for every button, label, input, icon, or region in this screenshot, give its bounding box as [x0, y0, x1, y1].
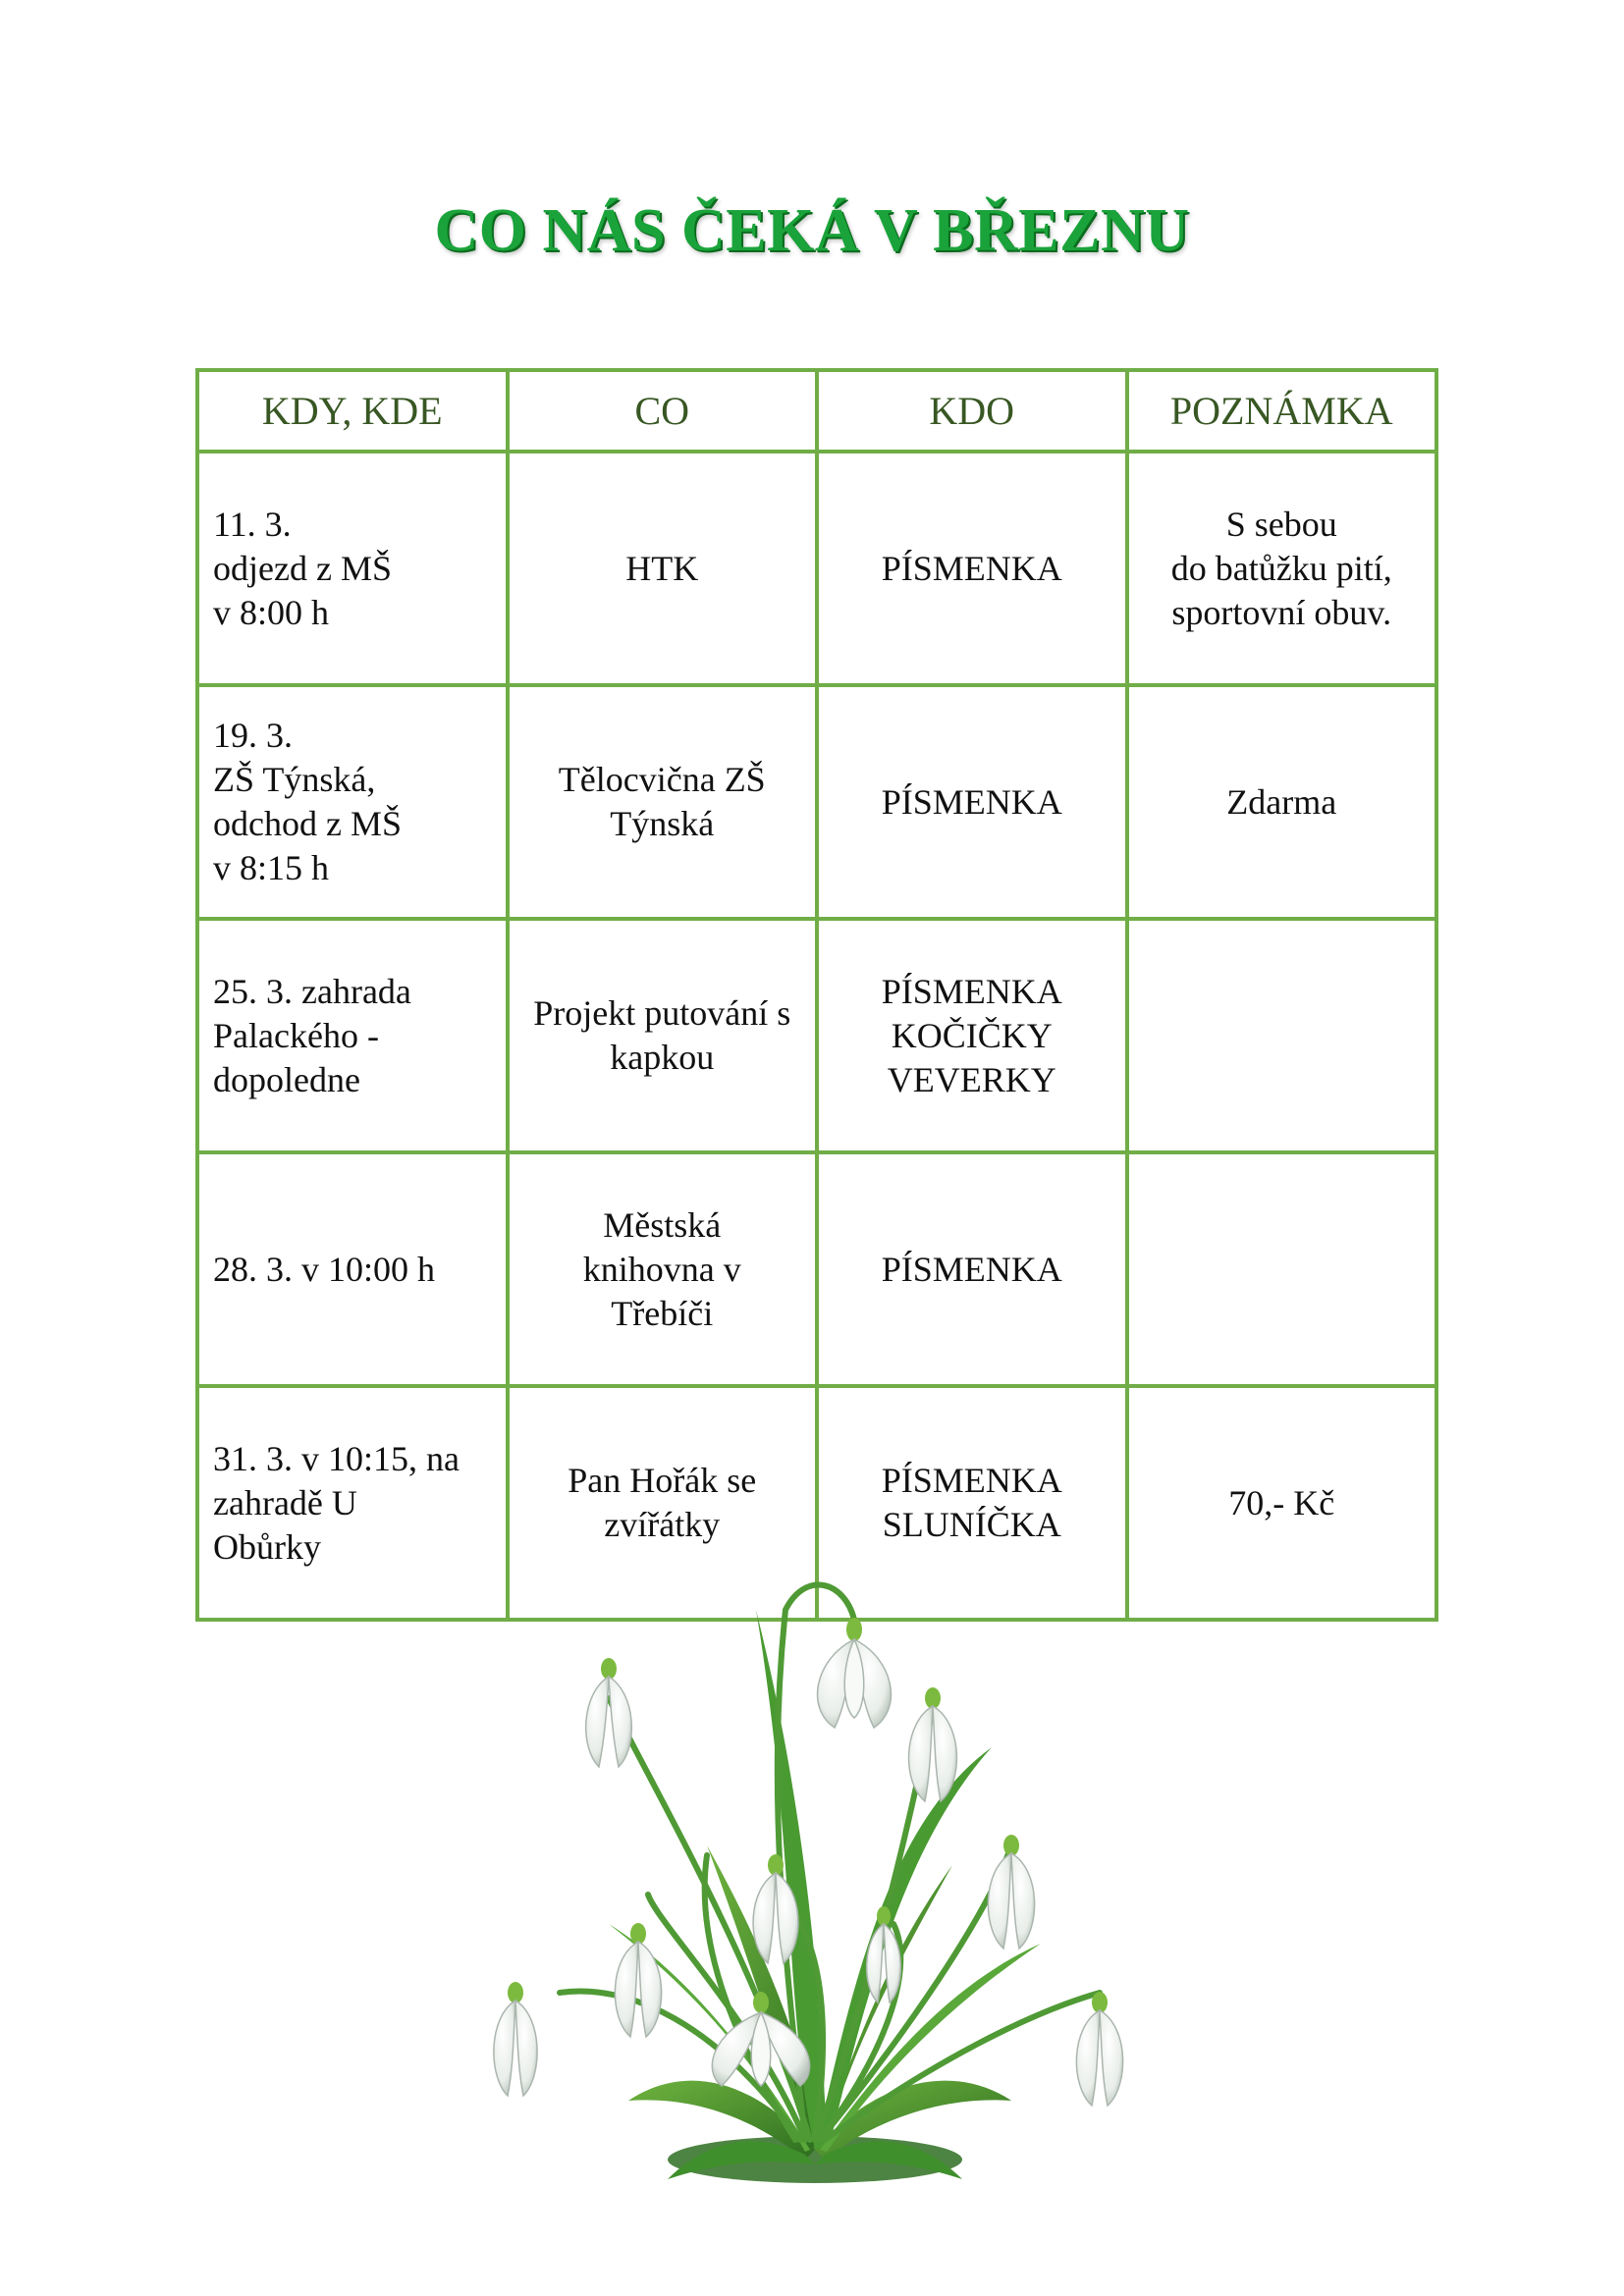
cell-line: zvířátky: [604, 1505, 721, 1544]
cell-line: odchod z MŠ: [213, 804, 402, 843]
table-row: [197, 452, 1436, 685]
table-row: [197, 919, 1436, 1152]
cell-line: PÍSMENKA: [881, 971, 1062, 1011]
cell-line: Městská: [603, 1204, 722, 1245]
cell-line: PÍSMENKA: [881, 781, 1062, 822]
cell-line: 28. 3. v 10:00 h: [213, 1249, 436, 1289]
cell-kdo: [817, 685, 1127, 919]
cell-poznamka: [1127, 919, 1437, 1152]
cell-line: Tělocvična ZŠ: [558, 760, 766, 799]
cell-line: sportovní obuv.: [1171, 592, 1392, 632]
cell-line: dopoledne: [213, 1059, 360, 1099]
cell-line: Pan Hořák se: [568, 1461, 757, 1500]
snowdrops-illustration: [461, 1551, 1168, 2199]
cell-line: Týnská: [610, 804, 715, 843]
cell-line: S sebou: [1225, 504, 1337, 544]
cell-line: do batůžku pití,: [1170, 548, 1392, 588]
cell-line: v 8:00 h: [213, 592, 330, 632]
cell-kdy-kde: [197, 1152, 508, 1386]
schedule-table: [195, 368, 1438, 1622]
table-header-row: [197, 370, 1436, 452]
header-co: CO: [508, 370, 818, 452]
cell-line: ZŠ Týnská,: [213, 760, 376, 799]
cell-co: [508, 685, 818, 919]
cell-kdy-kde: [197, 452, 508, 685]
cell-line: HTK: [625, 548, 699, 588]
cell-line: 19. 3.: [213, 716, 293, 755]
cell-line: PÍSMENKA: [881, 1461, 1062, 1500]
header-kdy-kde: KDY, KDE: [197, 370, 508, 452]
cell-line: SLUNÍČKA: [882, 1505, 1061, 1544]
cell-poznamka: [1127, 685, 1437, 919]
cell-co: [508, 919, 818, 1152]
cell-kdo: [817, 1152, 1127, 1386]
header-kdo: KDO: [817, 370, 1127, 452]
cell-line: 25. 3. zahrada: [213, 971, 411, 1011]
cell-line: kapkou: [610, 1038, 715, 1077]
cell-line: PÍSMENKA: [881, 548, 1062, 588]
cell-line: KOČIČKY: [891, 1015, 1053, 1055]
cell-poznamka: [1127, 452, 1437, 685]
cell-co: [508, 1152, 818, 1386]
cell-line: Zdarma: [1226, 781, 1337, 822]
cell-co: [508, 452, 818, 685]
cell-line: VEVERKY: [887, 1059, 1056, 1099]
cell-poznamka: [1127, 1386, 1437, 1620]
cell-line: zahradě U: [213, 1482, 357, 1522]
cell-line: v 8:15 h: [213, 848, 330, 887]
cell-kdy-kde: [197, 919, 508, 1152]
cell-line: Palackého -: [213, 1015, 379, 1055]
page-title: CO NÁS ČEKÁ V BŘEZNU: [434, 197, 1190, 264]
header-poznamka: POZNÁMKA: [1127, 370, 1437, 452]
cell-kdy-kde: [197, 685, 508, 919]
cell-line: 70,- Kč: [1228, 1482, 1335, 1522]
cell-line: knihovna v: [582, 1249, 741, 1289]
cell-line: Třebíči: [611, 1293, 714, 1333]
cell-line: Obůrky: [213, 1526, 321, 1567]
cell-line: PÍSMENKA: [881, 1249, 1062, 1289]
table-row: [197, 685, 1436, 919]
cell-kdo: [817, 452, 1127, 685]
cell-kdo: [817, 919, 1127, 1152]
cell-line: 31. 3. v 10:15, na: [213, 1438, 460, 1478]
cell-line: Projekt putování s: [533, 993, 791, 1033]
table-row: [197, 1152, 1436, 1386]
cell-line: 11. 3.: [213, 504, 292, 544]
cell-line: odjezd z MŠ: [213, 548, 392, 588]
cell-poznamka: [1127, 1152, 1437, 1386]
